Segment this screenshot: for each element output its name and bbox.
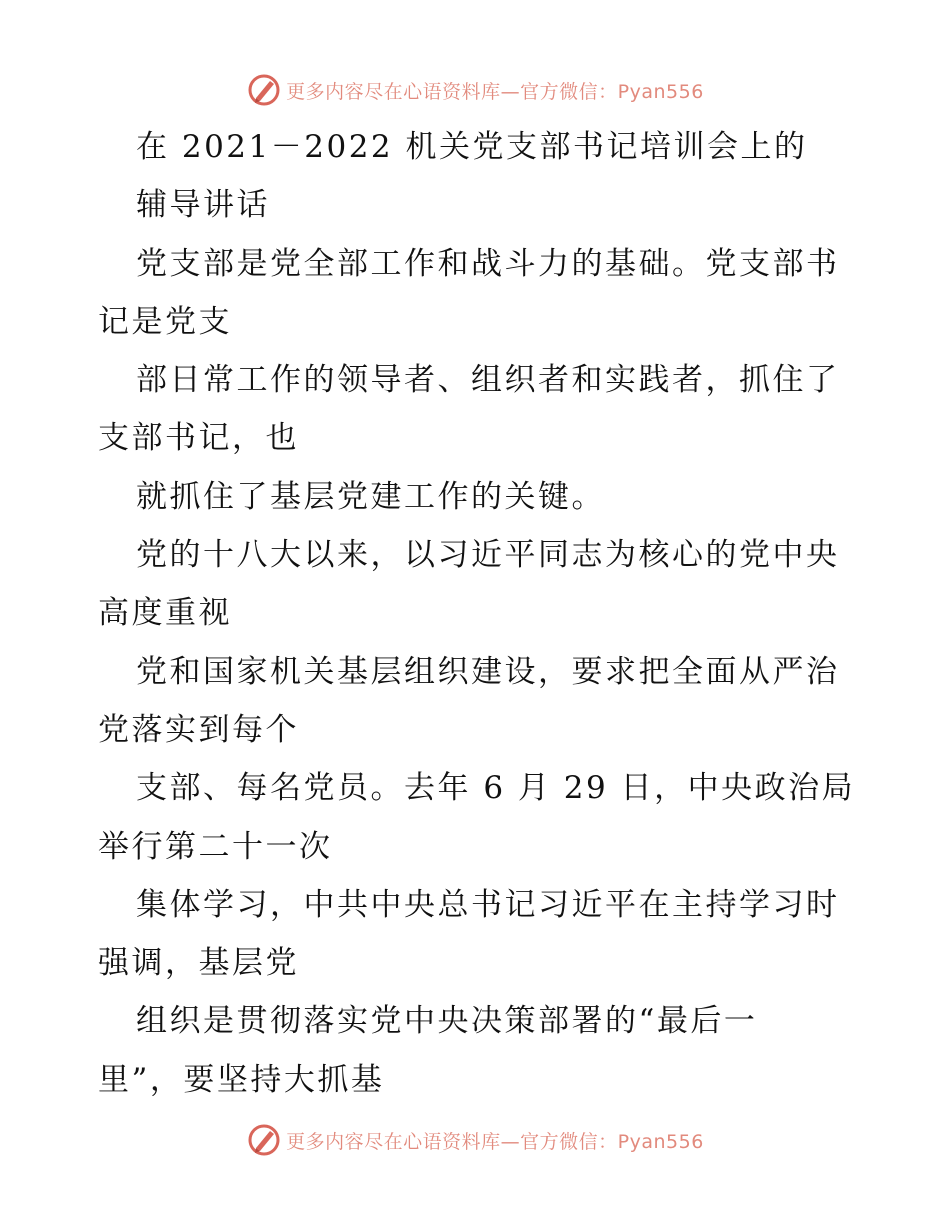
title-line-1: 在 2021－2022 机关党支部书记培训会上的 bbox=[136, 129, 808, 165]
paragraph-line: 党的十八大以来，以习近平同志为核心的党中央 bbox=[136, 537, 840, 574]
document-body bbox=[98, 118, 868, 1109]
watermark-text: 更多内容尽在心语资料库—官方微信：Pyan556 bbox=[286, 1130, 704, 1153]
pen-circle-logo-icon bbox=[246, 1122, 282, 1158]
paragraph-line: 支部、每名党员。去年 6 月 29 日，中央政治局 bbox=[136, 770, 856, 807]
paragraph-line: 党支部是党全部工作和战斗力的基础。党支部书 bbox=[136, 245, 840, 282]
paragraph-line: 高度重视 bbox=[98, 595, 232, 632]
paragraph-line: 部日常工作的领导者、组织者和实践者，抓住了 bbox=[136, 362, 840, 399]
paragraph-line: 党和国家机关基层组织建设，要求把全面从严治 bbox=[136, 653, 840, 690]
title-line-2: 辅导讲话 bbox=[136, 187, 270, 224]
paragraph-line: 里”，要坚持大抓基 bbox=[98, 1061, 385, 1098]
paragraph-line: 就抓住了基层党建工作的关键。 bbox=[136, 478, 605, 515]
paragraph-line: 组织是贯彻落实党中央决策部署的“最后一 bbox=[136, 1003, 758, 1040]
paragraph-line: 集体学习，中共中央总书记习近平在主持学习时 bbox=[136, 886, 840, 923]
paragraph-line: 记是党支 bbox=[98, 303, 232, 340]
footer-watermark bbox=[0, 1120, 950, 1160]
paragraph-line: 举行第二十一次 bbox=[98, 828, 333, 865]
header-watermark bbox=[0, 70, 950, 110]
paragraph-line: 强调，基层党 bbox=[98, 945, 299, 982]
paragraph-line: 党落实到每个 bbox=[98, 711, 299, 748]
pen-circle-logo-icon bbox=[246, 72, 282, 108]
watermark-text: 更多内容尽在心语资料库—官方微信：Pyan556 bbox=[286, 80, 704, 103]
paragraph-line: 支部书记，也 bbox=[98, 420, 299, 457]
